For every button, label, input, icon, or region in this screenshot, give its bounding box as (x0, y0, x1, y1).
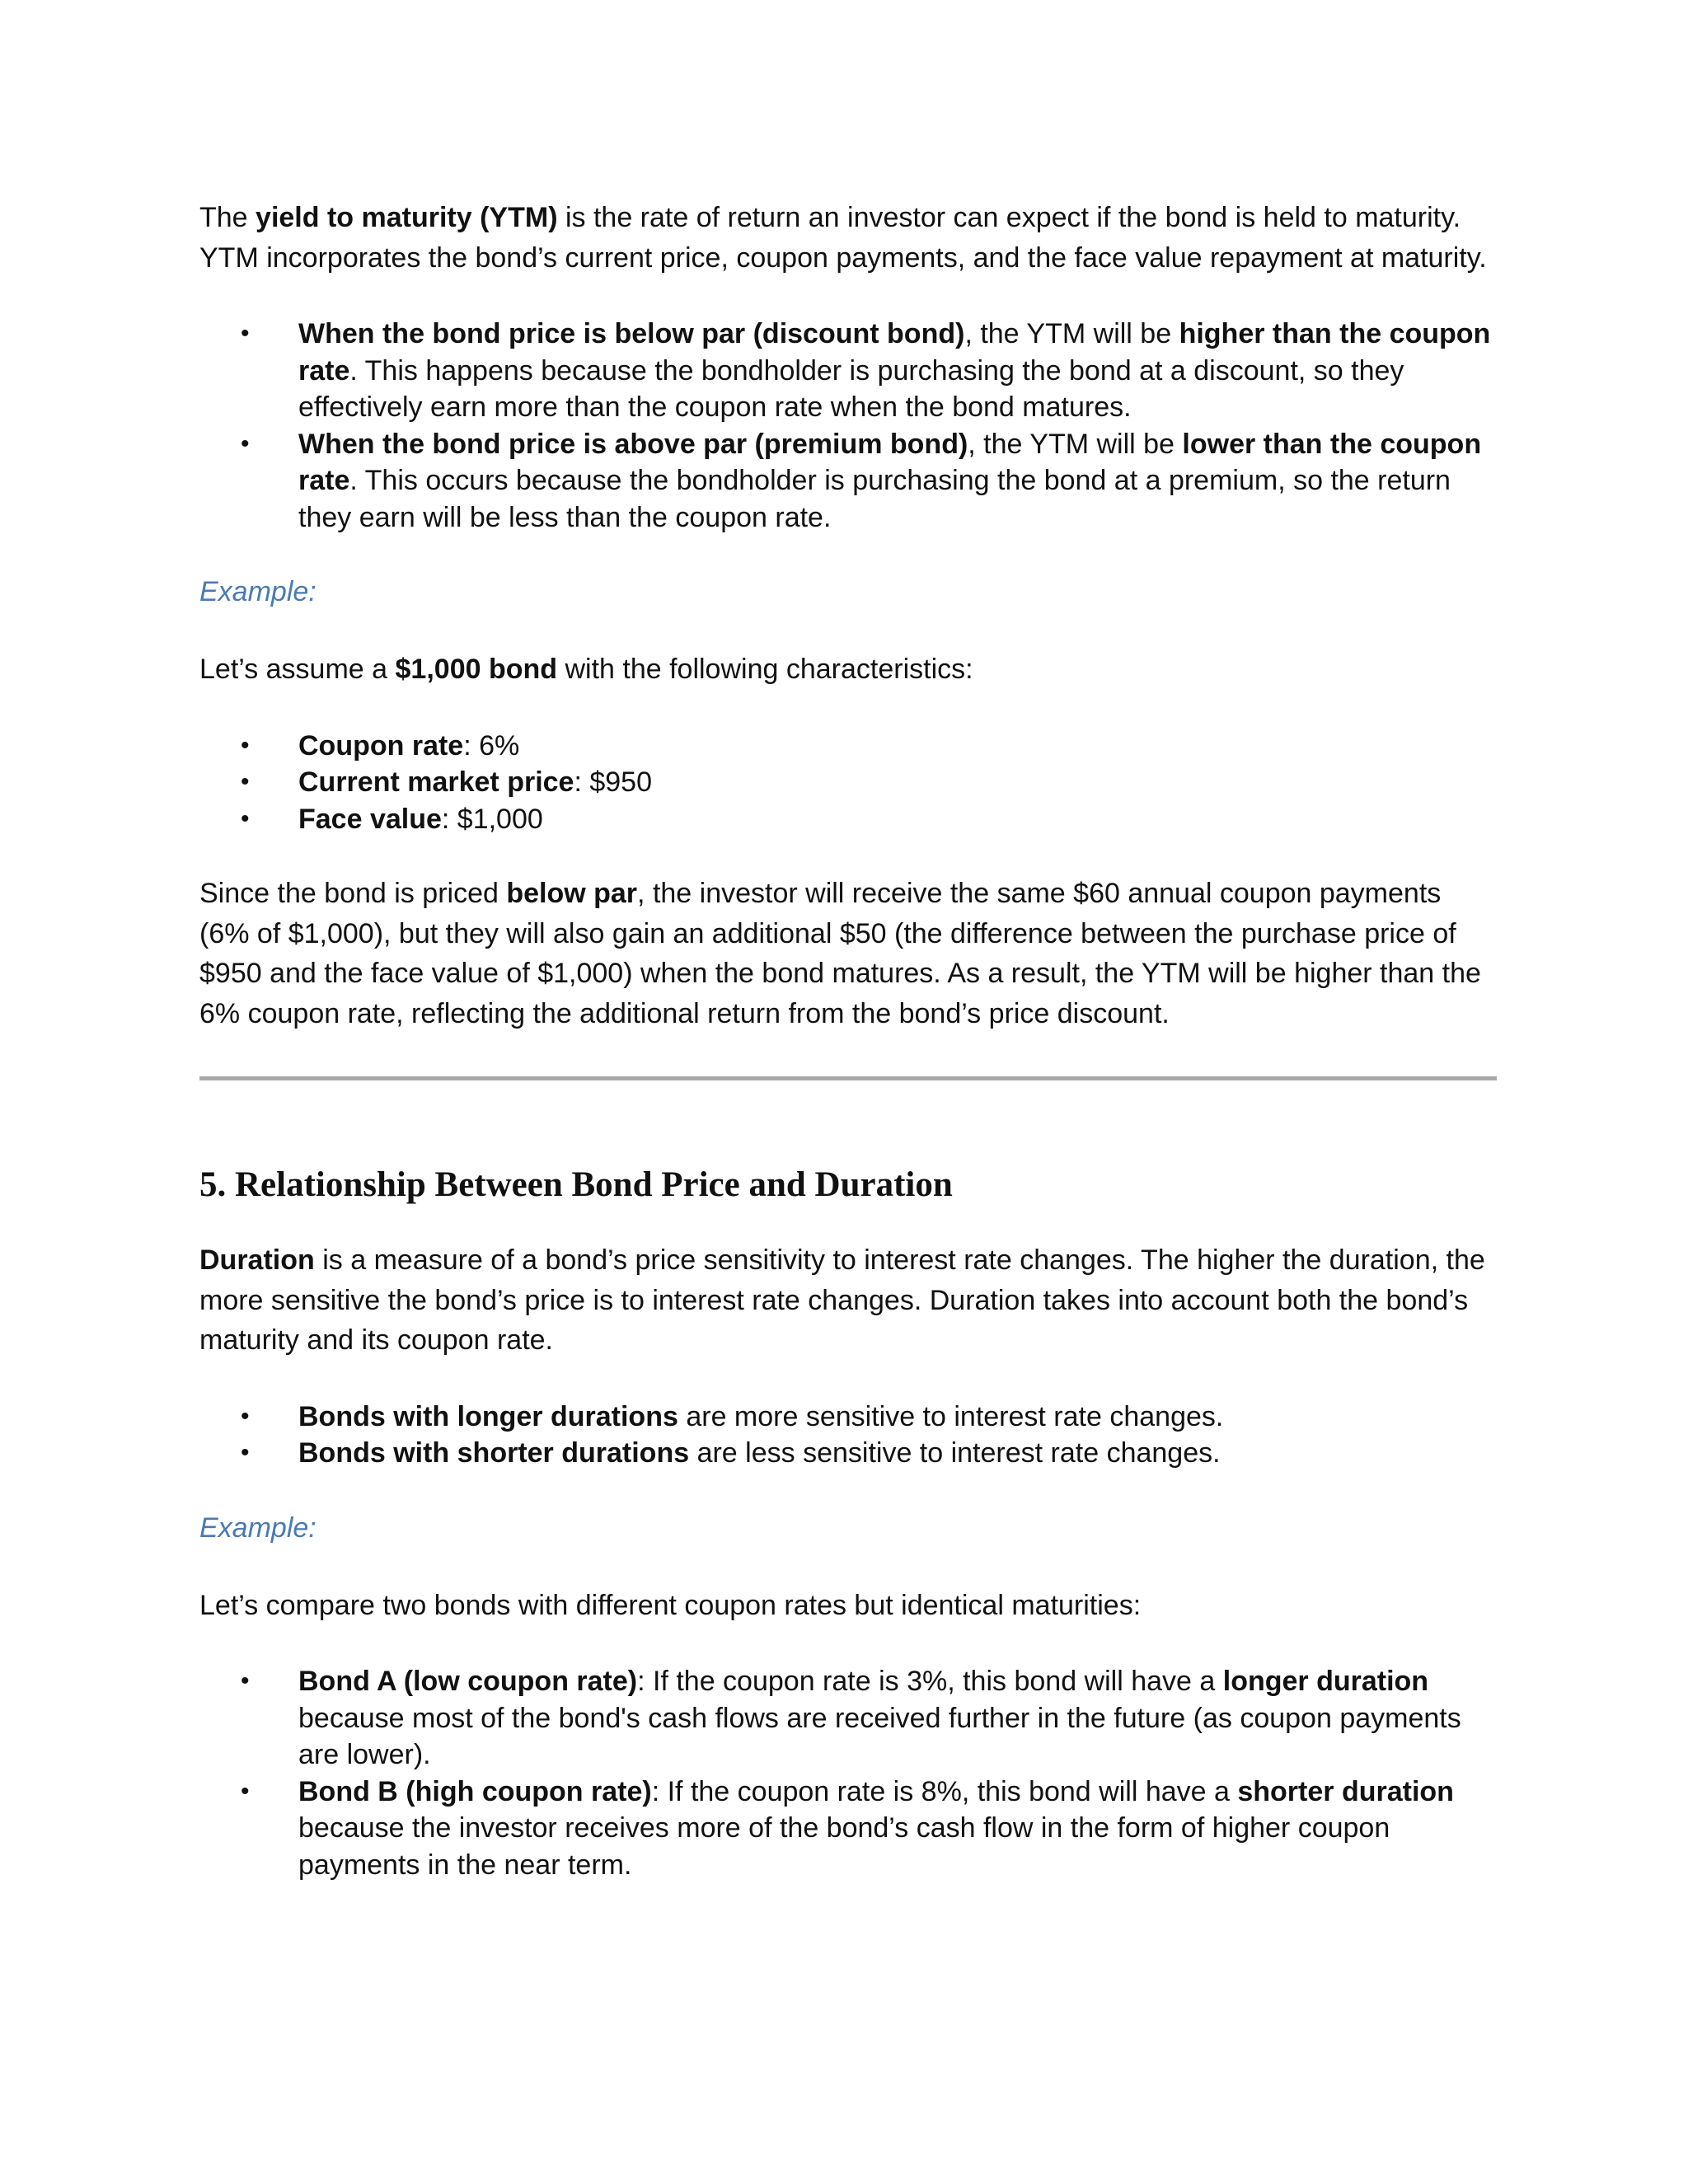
section-heading: 5. Relationship Between Bond Price and Duration (199, 1165, 953, 1204)
section-divider (199, 1076, 1497, 1080)
bullet-icon: • (241, 804, 250, 832)
list-item: • Current market price: $950 (298, 764, 1497, 801)
ytm-conclusion-paragraph: Since the bond is priced below par, the investor will receive the same $60 annual coupon payments (6% of $1,000), but they will also gain an additional $50 (the difference between the purchase price of $950 and the face value of $1,000) when the bond matures. As a result, the YTM will be higher than the 6% coupon rate, reflecting the additional return from the bond’s price discount. (199, 878, 1481, 1029)
ytm-intro-paragraph: The yield to maturity (YTM) is the rate of return an investor can expect if the bond is held to maturity. YTM incorporates the bond’s current price, coupon payments, and the face value repayment at maturity. (199, 202, 1487, 274)
bullet-icon: • (241, 429, 250, 457)
list-item: • Coupon rate: 6% (298, 728, 1497, 765)
list-item: • Bonds with shorter durations are less sensitive to interest rate changes. (298, 1435, 1497, 1472)
characteristics-list (199, 728, 1497, 838)
compare-paragraph: Let’s compare two bonds with different coupon rates but identical maturities: (199, 1589, 1142, 1621)
duration-bullet-list (199, 1399, 1497, 1472)
bullet-icon: • (241, 1667, 250, 1694)
list-item: • When the bond price is above par (premium bond), the YTM will be lower than the coupon rate. This occurs because the bondholder is purchasing the bond at a premium, so the return they earn will be less than the coupon rate. (298, 426, 1497, 537)
bond-comparison-list (199, 1663, 1497, 1883)
example-label: Example: (199, 1511, 316, 1544)
list-item: • Face value: $1,000 (298, 801, 1497, 838)
list-item: • Bond B (high coupon rate): If the coupon rate is 8%, this bond will have a shorter duration because the investor receives more of the bond’s cash flow in the form of higher coupon payments in the near term. (298, 1774, 1497, 1884)
example-label: Example: (199, 576, 316, 607)
bullet-icon: • (241, 768, 250, 795)
ytm-bullet-list (199, 316, 1497, 536)
bullet-icon: • (241, 1777, 250, 1805)
list-item: • Bonds with longer durations are more sensitive to interest rate changes. (298, 1399, 1497, 1436)
list-item: • Bond A (low coupon rate): If the coupon rate is 3%, this bond will have a longer duration because most of the bond's cash flows are received further in the future (as coupon payments are lower). (298, 1663, 1497, 1774)
bullet-icon: • (241, 1439, 250, 1466)
duration-intro-paragraph: Duration is a measure of a bond’s price sensitivity to interest rate changes. The higher the duration, the more sensitive the bond’s price is to interest rate changes. Duration takes into account both the bond’s maturity and its coupon rate. (199, 1244, 1485, 1356)
bullet-icon: • (241, 1402, 250, 1430)
bullet-icon: • (241, 320, 250, 347)
assume-paragraph: Let’s assume a $1,000 bond with the following characteristics: (199, 654, 973, 685)
document-page (199, 198, 1497, 1883)
list-item: • When the bond price is below par (discount bond), the YTM will be higher than the coupon rate. This happens because the bondholder is purchasing the bond at a discount, so they effectively earn more than the coupon rate when the bond matures. (298, 316, 1497, 426)
bullet-icon: • (241, 731, 250, 759)
